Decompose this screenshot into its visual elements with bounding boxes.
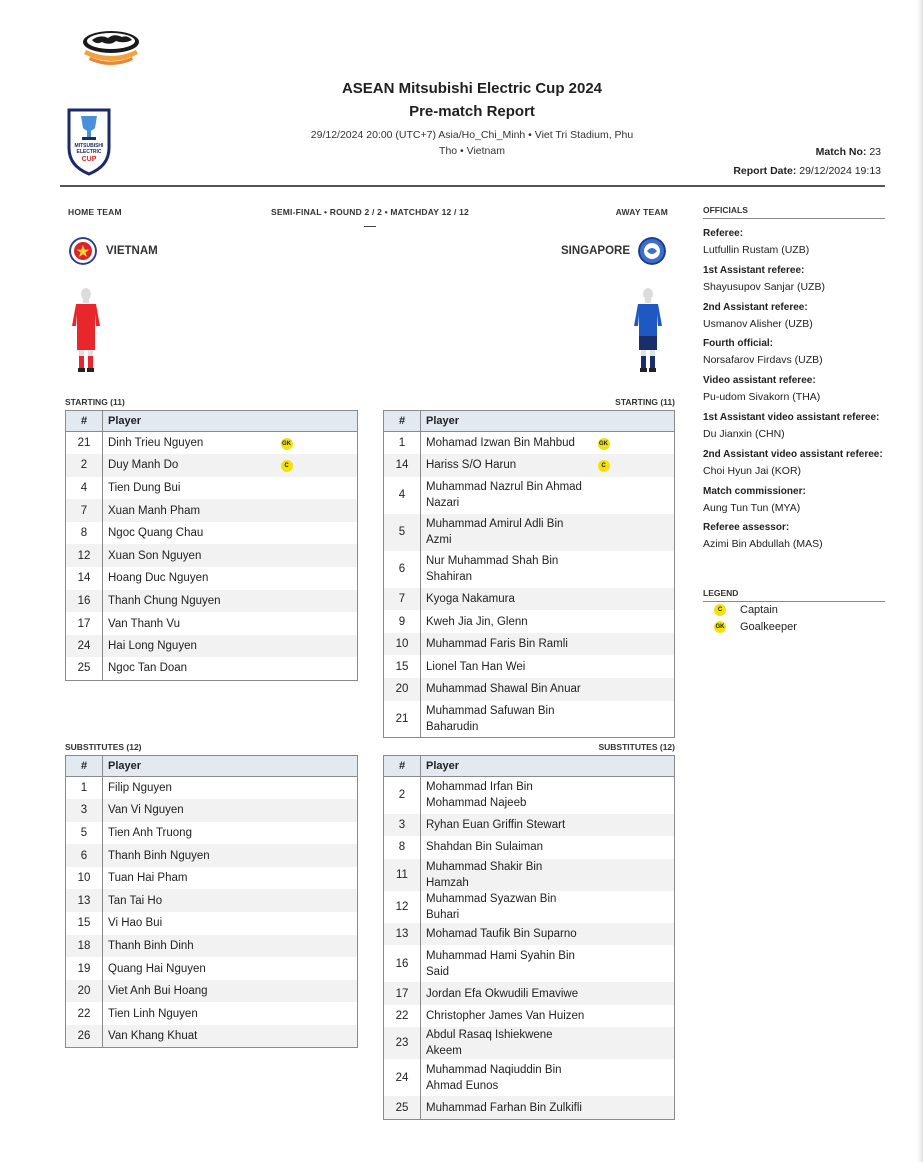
player-number: 9 bbox=[384, 610, 421, 633]
page-edge-shadow bbox=[917, 0, 923, 1162]
player-role-cell bbox=[593, 945, 675, 982]
player-name: Mohamad Izwan Bin Mahbud bbox=[426, 437, 575, 450]
player-role-cell bbox=[593, 514, 675, 551]
player-number: 22 bbox=[384, 1005, 421, 1028]
table-row bbox=[66, 590, 358, 613]
home-team-name: VIETNAM bbox=[106, 245, 158, 257]
table-row bbox=[384, 655, 675, 678]
home-subs-label: SUBSTITUTES (12) bbox=[65, 742, 142, 752]
player-role-cell bbox=[276, 867, 358, 890]
player-number: 17 bbox=[66, 612, 103, 635]
player-name: Xuan Manh Pham bbox=[103, 499, 276, 522]
official-name: Choi Hyun Jai (KOR) bbox=[703, 464, 802, 477]
player-number: 2 bbox=[384, 777, 421, 814]
table-header-row bbox=[66, 411, 358, 432]
table-row bbox=[384, 588, 675, 611]
player-role-cell bbox=[593, 1027, 675, 1059]
table-row bbox=[384, 454, 675, 477]
player-number: 1 bbox=[384, 432, 421, 455]
report-date-value: 29/12/2024 19:13 bbox=[799, 165, 881, 177]
table-row bbox=[384, 814, 675, 837]
player-number: 14 bbox=[384, 454, 421, 477]
player-name: Shahdan Bin Sulaiman bbox=[426, 841, 543, 854]
player-name: Viet Anh Bui Hoang bbox=[103, 980, 276, 1003]
table-row bbox=[384, 1059, 675, 1096]
table-row bbox=[384, 777, 675, 814]
table-row bbox=[384, 678, 675, 701]
player-number: 10 bbox=[66, 867, 103, 890]
player-role-cell bbox=[276, 777, 358, 800]
away-kit-icon bbox=[628, 286, 668, 376]
player-name: Xuan Son Nguyen bbox=[103, 544, 276, 567]
player-number: 3 bbox=[66, 799, 103, 822]
away-subs-table bbox=[383, 755, 675, 1120]
legend-captain-label: Captain bbox=[740, 604, 778, 616]
player-number: 25 bbox=[384, 1096, 421, 1119]
player-role-cell bbox=[276, 635, 358, 658]
player-role-cell bbox=[593, 588, 675, 611]
table-row bbox=[66, 635, 358, 658]
official-role: Video assistant referee: bbox=[703, 375, 816, 387]
official-role: Match commissioner: bbox=[703, 485, 806, 497]
table-row bbox=[66, 777, 358, 800]
table-row bbox=[66, 867, 358, 890]
away-subs-label: SUBSTITUTES (12) bbox=[598, 742, 675, 752]
table-row bbox=[384, 982, 675, 1005]
player-role-cell bbox=[593, 610, 675, 633]
captain-badge-icon: C bbox=[281, 460, 293, 472]
table-row bbox=[66, 612, 358, 635]
home-subs-table bbox=[65, 755, 358, 1048]
table-row bbox=[66, 822, 358, 845]
official-name: Pu-udom Sivakorn (THA) bbox=[703, 391, 821, 404]
match-number bbox=[816, 146, 881, 158]
table-row bbox=[384, 1005, 675, 1028]
player-number: 25 bbox=[66, 657, 103, 680]
player-name: Muhammad Nazrul Bin Ahmad Nazari bbox=[426, 481, 582, 510]
player-number: 10 bbox=[384, 633, 421, 656]
official-name: Shayusupov Sanjar (UZB) bbox=[703, 280, 825, 293]
player-number: 1 bbox=[66, 777, 103, 800]
col-number-header: # bbox=[66, 756, 103, 777]
player-name: Dinh Trieu Nguyen bbox=[108, 437, 204, 450]
player-number: 6 bbox=[384, 551, 421, 588]
home-kit-icon bbox=[66, 286, 106, 376]
player-number: 4 bbox=[66, 477, 103, 500]
player-number: 21 bbox=[384, 701, 421, 738]
match-number-label: Match No: bbox=[815, 146, 867, 158]
player-number: 24 bbox=[66, 635, 103, 658]
table-row bbox=[384, 701, 675, 738]
table-row bbox=[66, 799, 358, 822]
player-name: Abdul Rasaq Ishiekwene Akeem bbox=[421, 1027, 593, 1059]
table-row bbox=[384, 859, 675, 891]
player-role-cell bbox=[276, 980, 358, 1003]
player-name: Muhammad Faris Bin Ramli bbox=[421, 633, 593, 656]
player-number: 13 bbox=[384, 923, 421, 946]
player-name: Thanh Binh Dinh bbox=[103, 935, 276, 958]
player-number: 5 bbox=[66, 822, 103, 845]
player-number: 2 bbox=[66, 454, 103, 477]
table-header-row bbox=[384, 411, 675, 432]
officials-divider bbox=[703, 218, 885, 219]
player-role-cell bbox=[276, 935, 358, 958]
player-number: 13 bbox=[66, 889, 103, 912]
score-placeholder bbox=[364, 226, 376, 227]
player-role-cell bbox=[276, 844, 358, 867]
official-name: Azimi Bin Abdullah (MAS) bbox=[703, 538, 823, 551]
player-role-cell bbox=[593, 454, 675, 477]
player-name: Muhammad Syazwan Bin Buhari bbox=[426, 892, 557, 921]
player-name: Ngoc Tan Doan bbox=[108, 662, 188, 675]
table-row bbox=[66, 957, 358, 980]
player-role-cell bbox=[593, 836, 675, 859]
table-row bbox=[66, 935, 358, 958]
player-role-cell bbox=[276, 454, 358, 477]
player-name: Muhammad Safuwan Bin Baharudin bbox=[426, 704, 555, 733]
player-name: Jordan Efa Okwudili Emaviwe bbox=[421, 982, 593, 1005]
player-name: Van Khang Khuat bbox=[103, 1025, 276, 1048]
player-role-cell bbox=[276, 499, 358, 522]
player-role-cell bbox=[593, 655, 675, 678]
col-player-header: Player bbox=[421, 756, 593, 777]
player-role-cell bbox=[593, 923, 675, 946]
player-number: 8 bbox=[384, 836, 421, 859]
player-name: Vi Hao Bui bbox=[108, 917, 163, 930]
col-badge-header bbox=[593, 756, 675, 777]
player-role-cell bbox=[593, 1059, 675, 1096]
player-role-cell bbox=[593, 1096, 675, 1119]
player-role-cell bbox=[593, 633, 675, 656]
player-number: 20 bbox=[384, 678, 421, 701]
player-name: Filip Nguyen bbox=[108, 782, 172, 795]
table-row bbox=[66, 1025, 358, 1048]
player-number: 3 bbox=[384, 814, 421, 837]
legend-goalkeeper-label: Goalkeeper bbox=[740, 621, 797, 633]
player-role-cell bbox=[593, 432, 675, 455]
col-badge-header bbox=[276, 411, 358, 432]
player-number: 11 bbox=[384, 859, 421, 891]
player-role-cell bbox=[593, 1005, 675, 1028]
player-name: Tien Dung Bui bbox=[108, 481, 181, 494]
official-name: Aung Tun Tun (MYA) bbox=[703, 501, 801, 514]
header-divider bbox=[60, 185, 885, 187]
player-role-cell bbox=[276, 590, 358, 613]
table-header-row bbox=[384, 756, 675, 777]
away-starting-table bbox=[383, 410, 675, 738]
player-name: Muhammad Farhan Bin Zulkifli bbox=[421, 1096, 593, 1119]
official-role: 1st Assistant referee: bbox=[703, 264, 805, 276]
player-number: 20 bbox=[66, 980, 103, 1003]
official-role: 2nd Assistant video assistant referee: bbox=[703, 448, 883, 460]
legend-title: LEGEND bbox=[703, 588, 739, 598]
col-number-header: # bbox=[66, 411, 103, 432]
player-name: Hariss S/O Harun bbox=[421, 454, 593, 477]
col-player-header: Player bbox=[421, 411, 593, 432]
player-role-cell bbox=[276, 477, 358, 500]
player-name: Muhammad Shawal Bin Anuar bbox=[421, 678, 593, 701]
table-row bbox=[66, 657, 358, 680]
player-role-cell bbox=[593, 777, 675, 814]
official-role: Referee: bbox=[703, 228, 744, 239]
player-number: 24 bbox=[384, 1059, 421, 1096]
player-number: 5 bbox=[384, 514, 421, 551]
table-row bbox=[384, 836, 675, 859]
table-row bbox=[384, 1096, 675, 1119]
table-row bbox=[66, 567, 358, 590]
player-name: Nur Muhammad Shah Bin Shahiran bbox=[426, 555, 559, 584]
player-name: Van Thanh Vu bbox=[108, 617, 181, 630]
home-starting-table bbox=[65, 410, 358, 681]
player-name: Hai Long Nguyen bbox=[103, 635, 276, 658]
player-role-cell bbox=[276, 612, 358, 635]
player-name: Hoang Duc Nguyen bbox=[108, 572, 209, 585]
svg-text:MITSUBISHI: MITSUBISHI bbox=[74, 143, 104, 149]
player-role-cell bbox=[593, 701, 675, 738]
player-number: 15 bbox=[384, 655, 421, 678]
player-number: 26 bbox=[66, 1025, 103, 1048]
player-number: 7 bbox=[384, 588, 421, 611]
table-row bbox=[66, 889, 358, 912]
asean-football-logo bbox=[80, 28, 142, 68]
official-name: Lutfullin Rustam (UZB) bbox=[703, 244, 810, 256]
player-role-cell bbox=[593, 891, 675, 923]
away-team-name: SINGAPORE bbox=[560, 245, 630, 257]
player-role-cell bbox=[593, 859, 675, 891]
player-role-cell bbox=[276, 822, 358, 845]
player-name: Tuan Hai Pham bbox=[108, 872, 188, 885]
player-number: 19 bbox=[66, 957, 103, 980]
away-starting-label: STARTING (11) bbox=[615, 397, 675, 407]
player-number: 12 bbox=[384, 891, 421, 923]
player-role-cell bbox=[276, 544, 358, 567]
table-row bbox=[66, 980, 358, 1003]
home-team-label: HOME TEAM bbox=[68, 207, 122, 217]
officials-title: OFFICIALS bbox=[703, 205, 748, 215]
report-title: ASEAN Mitsubishi Electric Cup 2024 bbox=[341, 80, 603, 97]
player-name: Muhammad Amirul Adli Bin Azmi bbox=[421, 514, 593, 551]
official-role: Fourth official: bbox=[703, 338, 773, 350]
report-subtitle: Pre-match Report bbox=[409, 103, 535, 120]
official-name: Usmanov Alisher (UZB) bbox=[703, 317, 813, 330]
report-date bbox=[733, 165, 881, 177]
player-role-cell bbox=[276, 1002, 358, 1025]
player-name: Christopher James Van Huizen bbox=[426, 1010, 585, 1023]
player-name: Muhammad Hami Syahin Bin Said bbox=[426, 949, 575, 978]
col-player-header: Player bbox=[103, 411, 276, 432]
player-role-cell bbox=[276, 957, 358, 980]
player-role-cell bbox=[276, 889, 358, 912]
table-row bbox=[384, 432, 675, 455]
player-role-cell bbox=[593, 551, 675, 588]
official-role: 2nd Assistant referee: bbox=[703, 301, 808, 313]
player-number: 8 bbox=[66, 522, 103, 545]
player-name: Ryhan Euan Griffin Stewart bbox=[421, 814, 593, 837]
player-number: 21 bbox=[66, 432, 103, 455]
player-number: 18 bbox=[66, 935, 103, 958]
table-row bbox=[66, 1002, 358, 1025]
player-role-cell bbox=[593, 814, 675, 837]
datetime-venue: 29/12/2024 20:00 (UTC+7) Asia/Ho_Chi_Minh • Viet Tri Stadium, Phu bbox=[310, 129, 634, 141]
table-row bbox=[384, 610, 675, 633]
table-row bbox=[66, 522, 358, 545]
stage-info: SEMI-FINAL • ROUND 2 / 2 • MATCHDAY 12 / 12 bbox=[271, 207, 469, 217]
player-name: Mohammad Irfan Bin Mohammad Najeeb bbox=[426, 781, 533, 810]
player-role-cell bbox=[276, 432, 358, 455]
official-role: 1st Assistant video assistant referee: bbox=[703, 412, 880, 423]
col-number-header: # bbox=[384, 756, 421, 777]
player-role-cell bbox=[276, 912, 358, 935]
player-number: 7 bbox=[66, 499, 103, 522]
player-number: 15 bbox=[66, 912, 103, 935]
player-name: Quang Hai Nguyen bbox=[108, 962, 206, 975]
player-name: Mohamad Taufik Bin Suparno bbox=[421, 923, 593, 946]
player-number: 16 bbox=[66, 590, 103, 613]
legend-goalkeeper bbox=[714, 621, 797, 633]
goalkeeper-badge-icon: GK bbox=[281, 438, 293, 450]
col-player-header: Player bbox=[103, 756, 276, 777]
table-row bbox=[384, 1027, 675, 1059]
svg-text:CUP: CUP bbox=[81, 156, 97, 163]
legend-captain bbox=[714, 604, 778, 616]
table-row bbox=[66, 477, 358, 500]
player-role-cell bbox=[276, 522, 358, 545]
col-number-header: # bbox=[384, 411, 421, 432]
player-number: 23 bbox=[384, 1027, 421, 1059]
vietnam-crest-icon bbox=[69, 237, 97, 265]
player-name: Lionel Tan Han Wei bbox=[426, 660, 526, 673]
player-name: Kweh Jia Jin, Glenn bbox=[426, 615, 528, 628]
player-number: 14 bbox=[66, 567, 103, 590]
col-badge-header bbox=[593, 411, 675, 432]
goalkeeper-badge-icon: GK bbox=[714, 621, 726, 633]
report-date-label: Report Date: bbox=[733, 165, 797, 177]
goalkeeper-badge-icon: GK bbox=[598, 438, 610, 450]
captain-badge-icon: C bbox=[598, 460, 610, 472]
table-row bbox=[384, 633, 675, 656]
svg-text:ELECTRIC: ELECTRIC bbox=[76, 149, 102, 155]
player-number: 4 bbox=[384, 477, 421, 514]
player-number: 12 bbox=[66, 544, 103, 567]
home-starting-label: STARTING (11) bbox=[65, 397, 125, 407]
player-role-cell bbox=[276, 1025, 358, 1048]
table-row bbox=[66, 844, 358, 867]
away-team-label: AWAY TEAM bbox=[615, 207, 668, 217]
player-role-cell bbox=[276, 567, 358, 590]
player-role-cell bbox=[593, 982, 675, 1005]
player-name: Tien Anh Truong bbox=[108, 826, 192, 839]
table-header-row bbox=[66, 756, 358, 777]
player-name: Thanh Chung Nguyen bbox=[103, 590, 276, 613]
player-name: Kyoga Nakamura bbox=[421, 588, 593, 611]
col-badge-header bbox=[276, 756, 358, 777]
table-row bbox=[66, 454, 358, 477]
match-number-value: 23 bbox=[869, 146, 881, 158]
table-row bbox=[66, 432, 358, 455]
player-role-cell bbox=[593, 477, 675, 514]
player-name: Van Vi Nguyen bbox=[103, 799, 276, 822]
player-name: Thanh Binh Nguyen bbox=[103, 844, 276, 867]
legend-divider bbox=[703, 601, 885, 602]
player-name: Ngoc Quang Chau bbox=[108, 527, 204, 540]
player-role-cell bbox=[276, 799, 358, 822]
player-role-cell bbox=[276, 657, 358, 680]
table-row bbox=[384, 514, 675, 551]
player-name: Tan Tai Ho bbox=[103, 889, 276, 912]
player-role-cell bbox=[593, 678, 675, 701]
table-row bbox=[384, 923, 675, 946]
table-row bbox=[384, 945, 675, 982]
official-name: Norsafarov Firdavs (UZB) bbox=[703, 354, 823, 367]
table-row bbox=[66, 499, 358, 522]
player-number: 22 bbox=[66, 1002, 103, 1025]
player-number: 17 bbox=[384, 982, 421, 1005]
player-name: Muhammad Naqiuddin Bin Ahmad Eunos bbox=[426, 1063, 562, 1092]
player-number: 6 bbox=[66, 844, 103, 867]
official-role: Referee assessor: bbox=[703, 522, 790, 534]
table-row bbox=[66, 544, 358, 567]
table-row bbox=[384, 891, 675, 923]
captain-badge-icon: C bbox=[714, 604, 726, 616]
player-name: Duy Manh Do bbox=[103, 454, 276, 477]
table-row bbox=[384, 551, 675, 588]
table-row bbox=[384, 477, 675, 514]
table-row bbox=[66, 912, 358, 935]
player-name: Tien Linh Nguyen bbox=[108, 1007, 198, 1020]
player-number: 16 bbox=[384, 945, 421, 982]
official-name: Du Jianxin (CHN) bbox=[703, 428, 785, 440]
singapore-crest-icon bbox=[638, 237, 666, 265]
player-name: Muhammad Shakir Bin Hamzah bbox=[421, 859, 593, 891]
venue-country: Tho • Vietnam bbox=[439, 145, 505, 157]
